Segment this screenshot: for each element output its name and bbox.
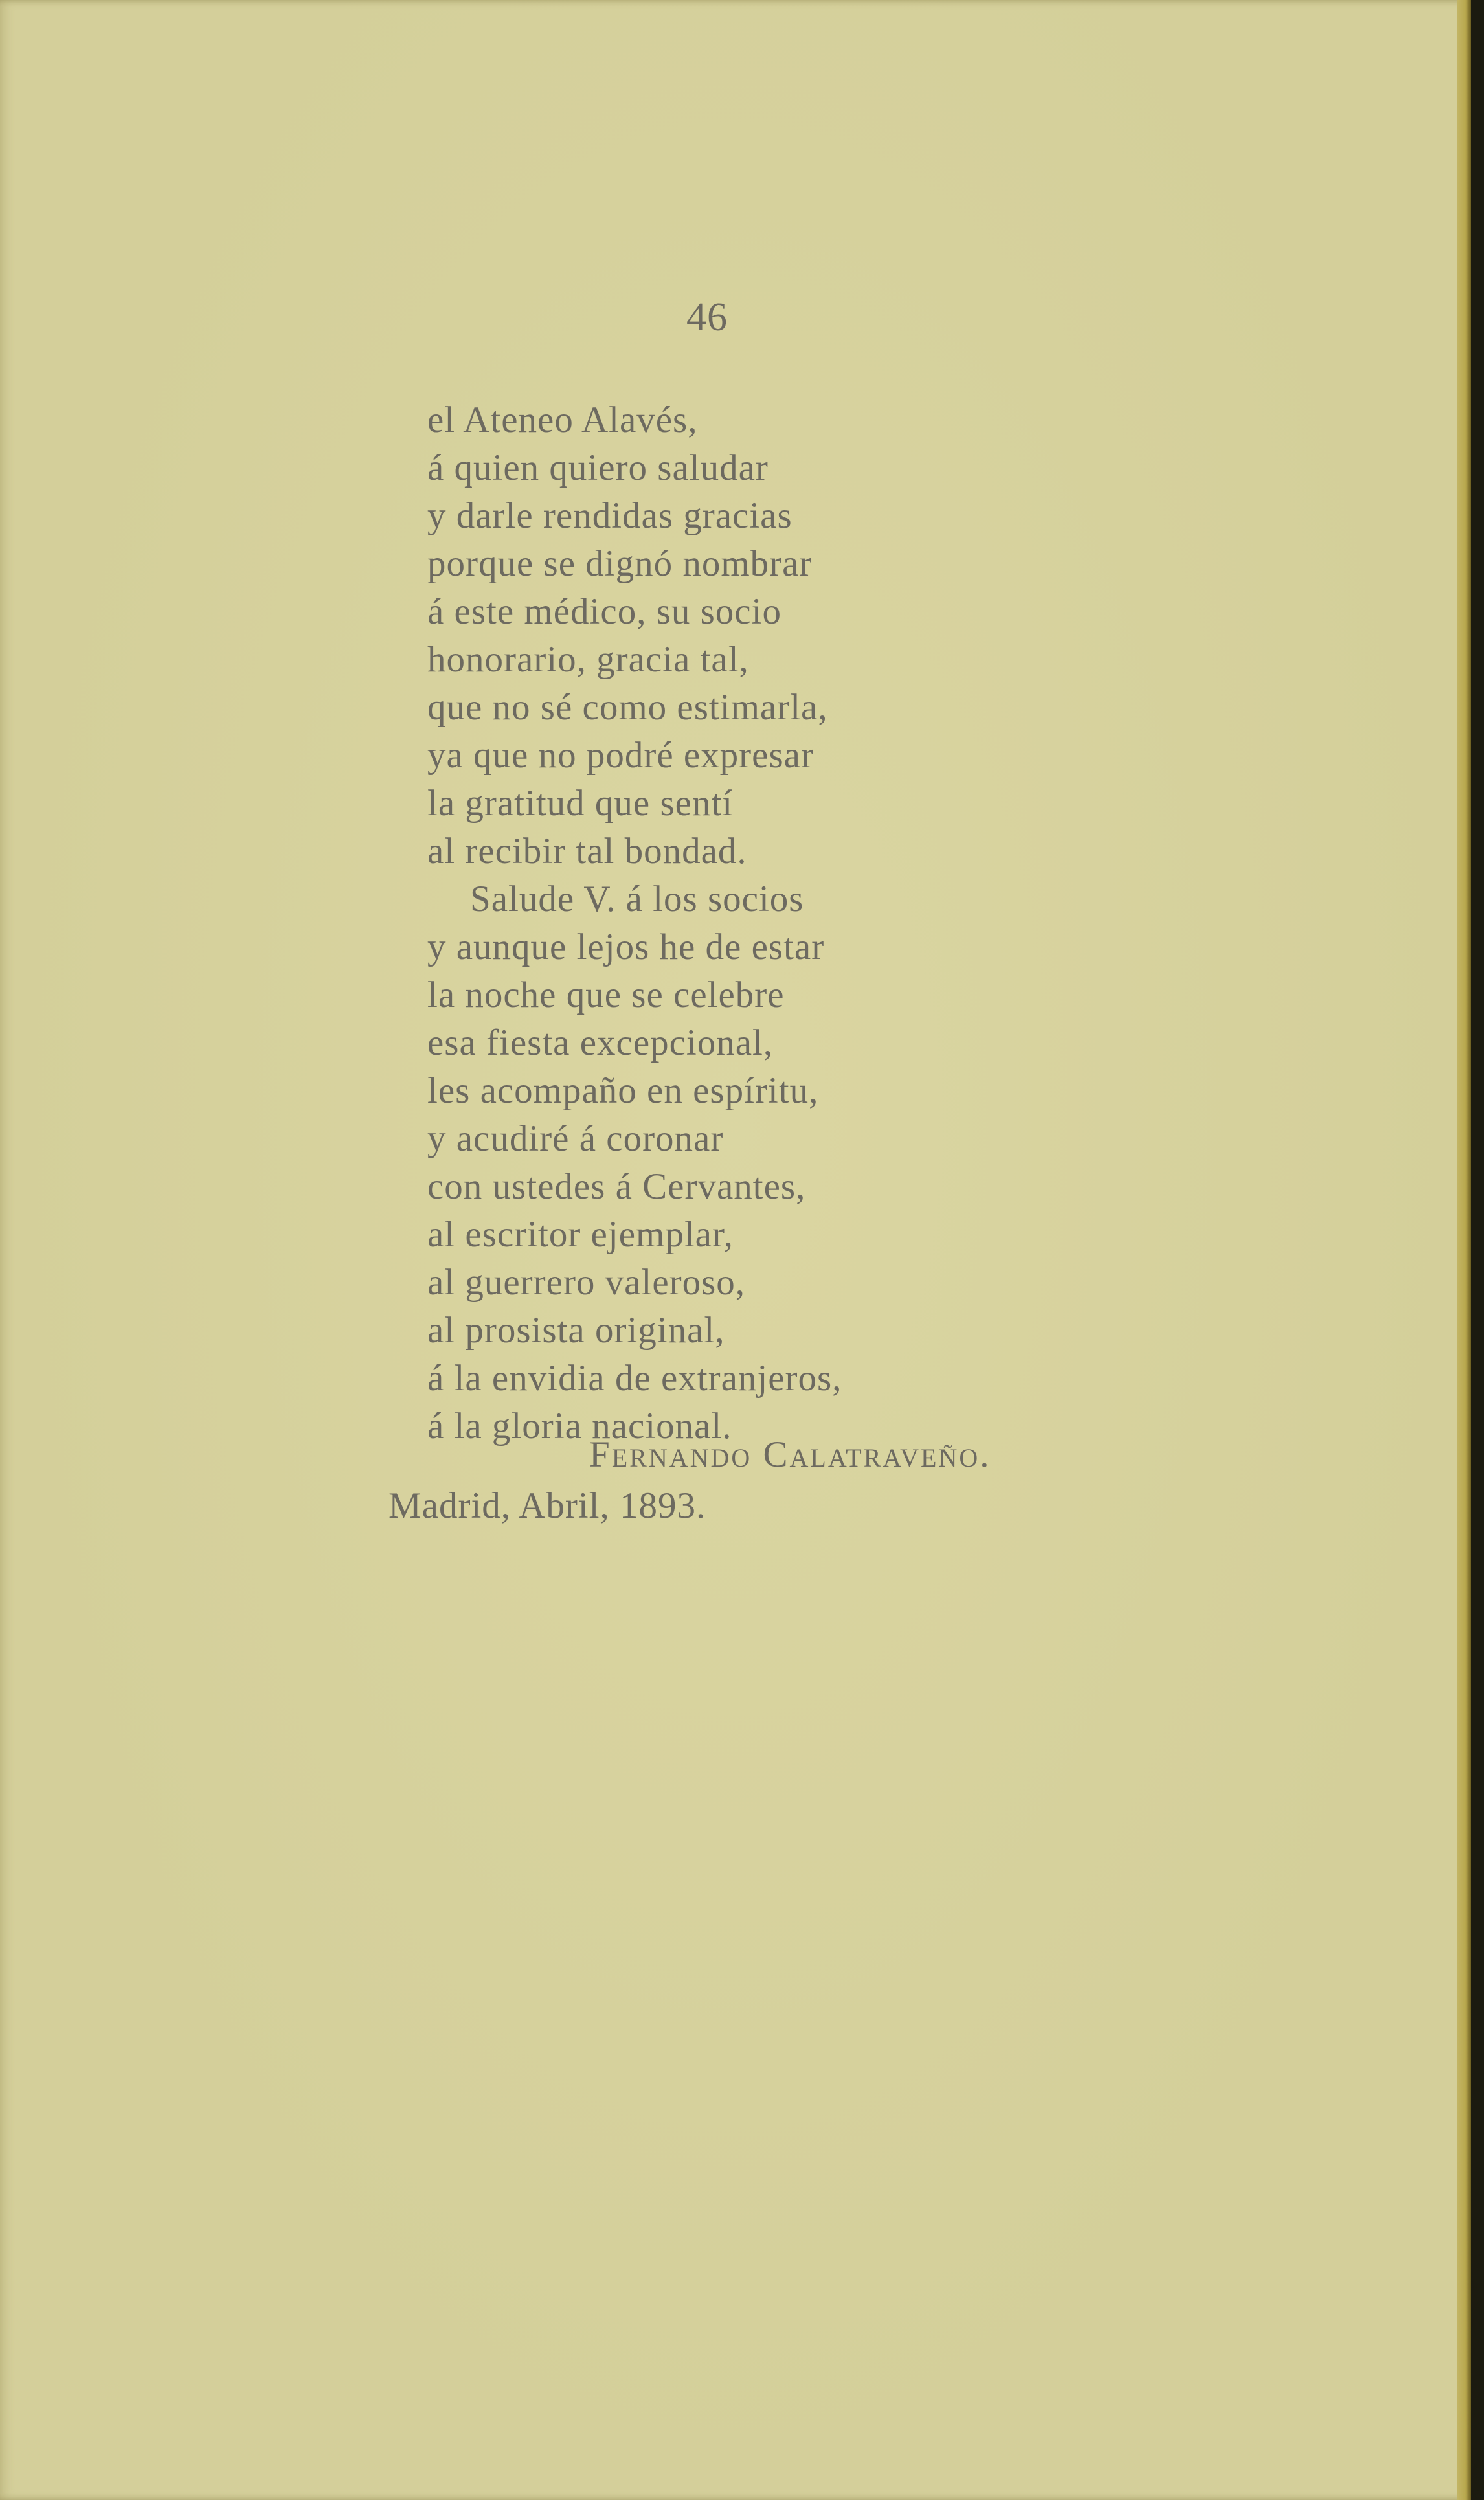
author-signature: Fernando Calatraveño. (589, 1434, 991, 1475)
poem-line: el Ateneo Alavés, (427, 400, 698, 440)
scan-border (1471, 0, 1484, 2500)
poem-line: ya que no podré expresar (427, 735, 814, 776)
poem-line: al guerrero valeroso, (427, 1262, 746, 1303)
poem-line: la noche que se celebre (427, 974, 785, 1015)
poem-text (427, 396, 842, 1450)
place-date: Madrid, Abril, 1893. (388, 1485, 706, 1526)
poem-line: y aunque lejos he de estar (427, 927, 825, 967)
poem-line: que no sé como estimarla, (427, 687, 828, 728)
poem-line: honorario, gracia tal, (427, 639, 749, 680)
poem-line: y darle rendidas gracias (427, 495, 793, 536)
poem-line: á quien quiero saludar (427, 447, 769, 488)
poem-line: á este médico, su socio (427, 591, 781, 632)
poem-line: al escritor ejemplar, (427, 1214, 734, 1255)
poem-line: al recibir tal bondad. (427, 831, 747, 872)
page-edge (1457, 0, 1471, 2500)
poem-line: á la envidia de extranjeros, (427, 1358, 842, 1399)
poem-line: y acudiré á coronar (427, 1118, 724, 1159)
poem-line: esa fiesta excepcional, (427, 1022, 774, 1063)
poem-line: á la gloria nacional. (427, 1406, 732, 1447)
poem-line: les acompaño en espíritu, (427, 1070, 819, 1111)
poem-line-indented: Salude V. á los socios (470, 879, 804, 919)
poem-line: la gratitud que sentí (427, 783, 734, 824)
poem-line: al prosista original, (427, 1310, 725, 1351)
poem-line: porque se dignó nombrar (427, 543, 813, 584)
page-number: 46 (686, 295, 728, 339)
poem-line: con ustedes á Cervantes, (427, 1166, 806, 1207)
